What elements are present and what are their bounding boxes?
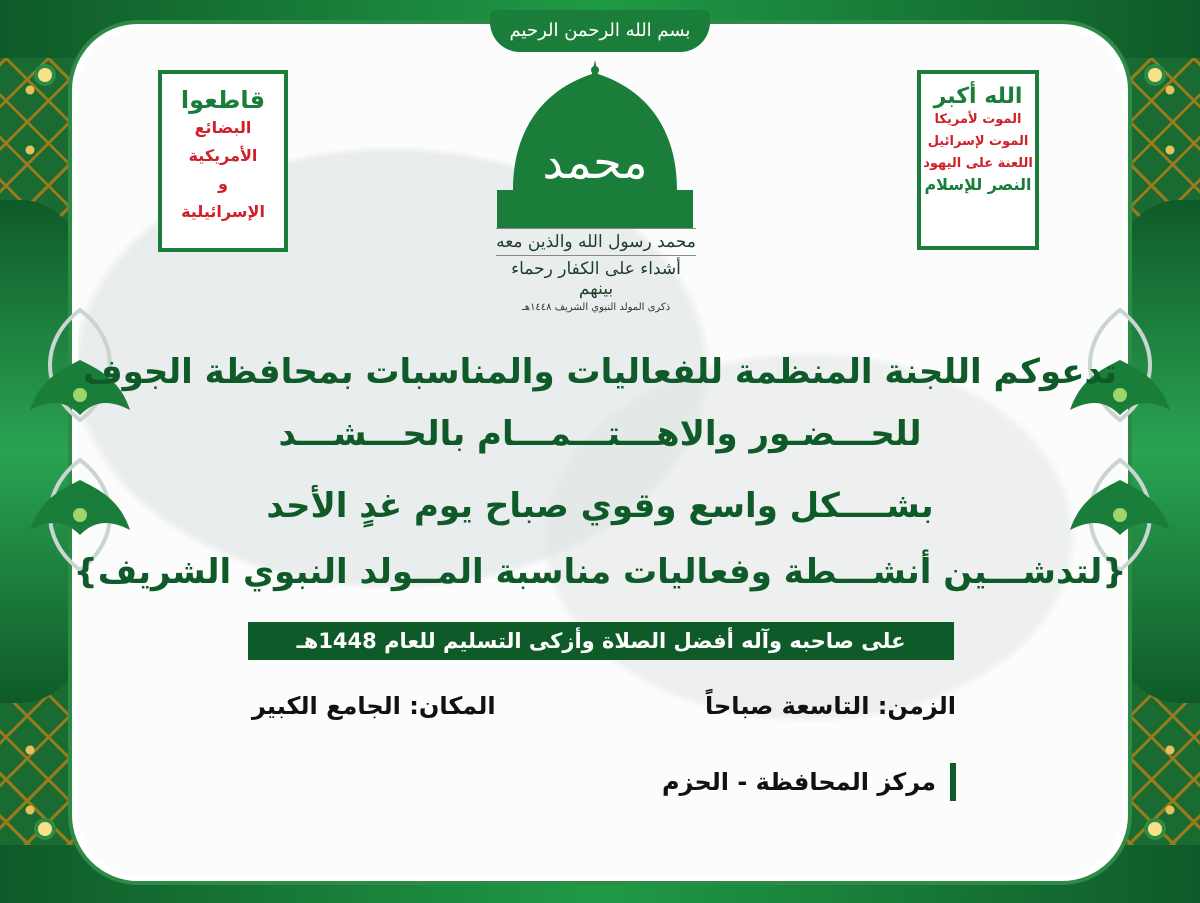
slogan-line-4: اللعنة على اليهود	[923, 156, 1033, 171]
slogan-line-1: الله أكبر	[933, 84, 1023, 109]
slogan-line-2: الموت لأمريكا	[934, 112, 1022, 127]
frame-dot	[38, 822, 52, 836]
slogan-box	[917, 70, 1039, 250]
logo-caption: ذكرى المولد النبوي الشريف ١٤٤٨هـ	[521, 302, 671, 313]
boycott-line-3: و	[218, 174, 228, 193]
frame-dot	[1148, 68, 1162, 82]
event-place: المكان: الجامع الكبير	[252, 692, 496, 720]
logo-verse-1: محمد رسول الله والذين معه	[496, 228, 696, 256]
event-time: الزمن: التاسعة صباحاً	[705, 692, 956, 720]
frame-dot	[38, 68, 52, 82]
dome-logo	[497, 60, 693, 228]
logo-verses	[496, 228, 696, 313]
boycott-line-1: قاطعوا	[180, 86, 266, 114]
boycott-line-2: البضائع الأمريكية	[188, 118, 258, 165]
logo-name: محمد	[542, 135, 648, 189]
event-venue: مركز المحافظة - الحزم	[662, 763, 956, 801]
slogan-line-3: الموت لإسرائيل	[927, 134, 1029, 149]
blessing-bar: على صاحبه وآله أفضل الصلاة وأزكى التسليم للعام 1448هـ	[248, 622, 954, 660]
invitation-line-4: {لتدشـــين أنشـــطة وفعاليات مناسبة المــولد النبوي الشريف}	[73, 552, 1127, 592]
logo-verse-2: أشداء على الكفار رحماء بينهم	[511, 259, 681, 299]
slogan-line-5: النصر للإسلام	[924, 175, 1032, 194]
boycott-line-4: الإسرائيلية	[181, 202, 265, 221]
boycott-slogan-box	[158, 70, 288, 252]
invitation-line-2: للحـــضـور والاهـــتـــمـــام بالحـــشـــد	[278, 414, 922, 454]
frame-dot	[1148, 822, 1162, 836]
invitation-line-3: بشــــكل واسع وقوي صباح يوم غدٍ الأحد	[266, 486, 934, 526]
invitation-line-1: تدعوكم اللجنة المنظمة للفعاليات والمناسبات بمحافظة الجوف	[83, 352, 1117, 392]
basmala-banner: بسم الله الرحمن الرحيم	[490, 10, 710, 52]
